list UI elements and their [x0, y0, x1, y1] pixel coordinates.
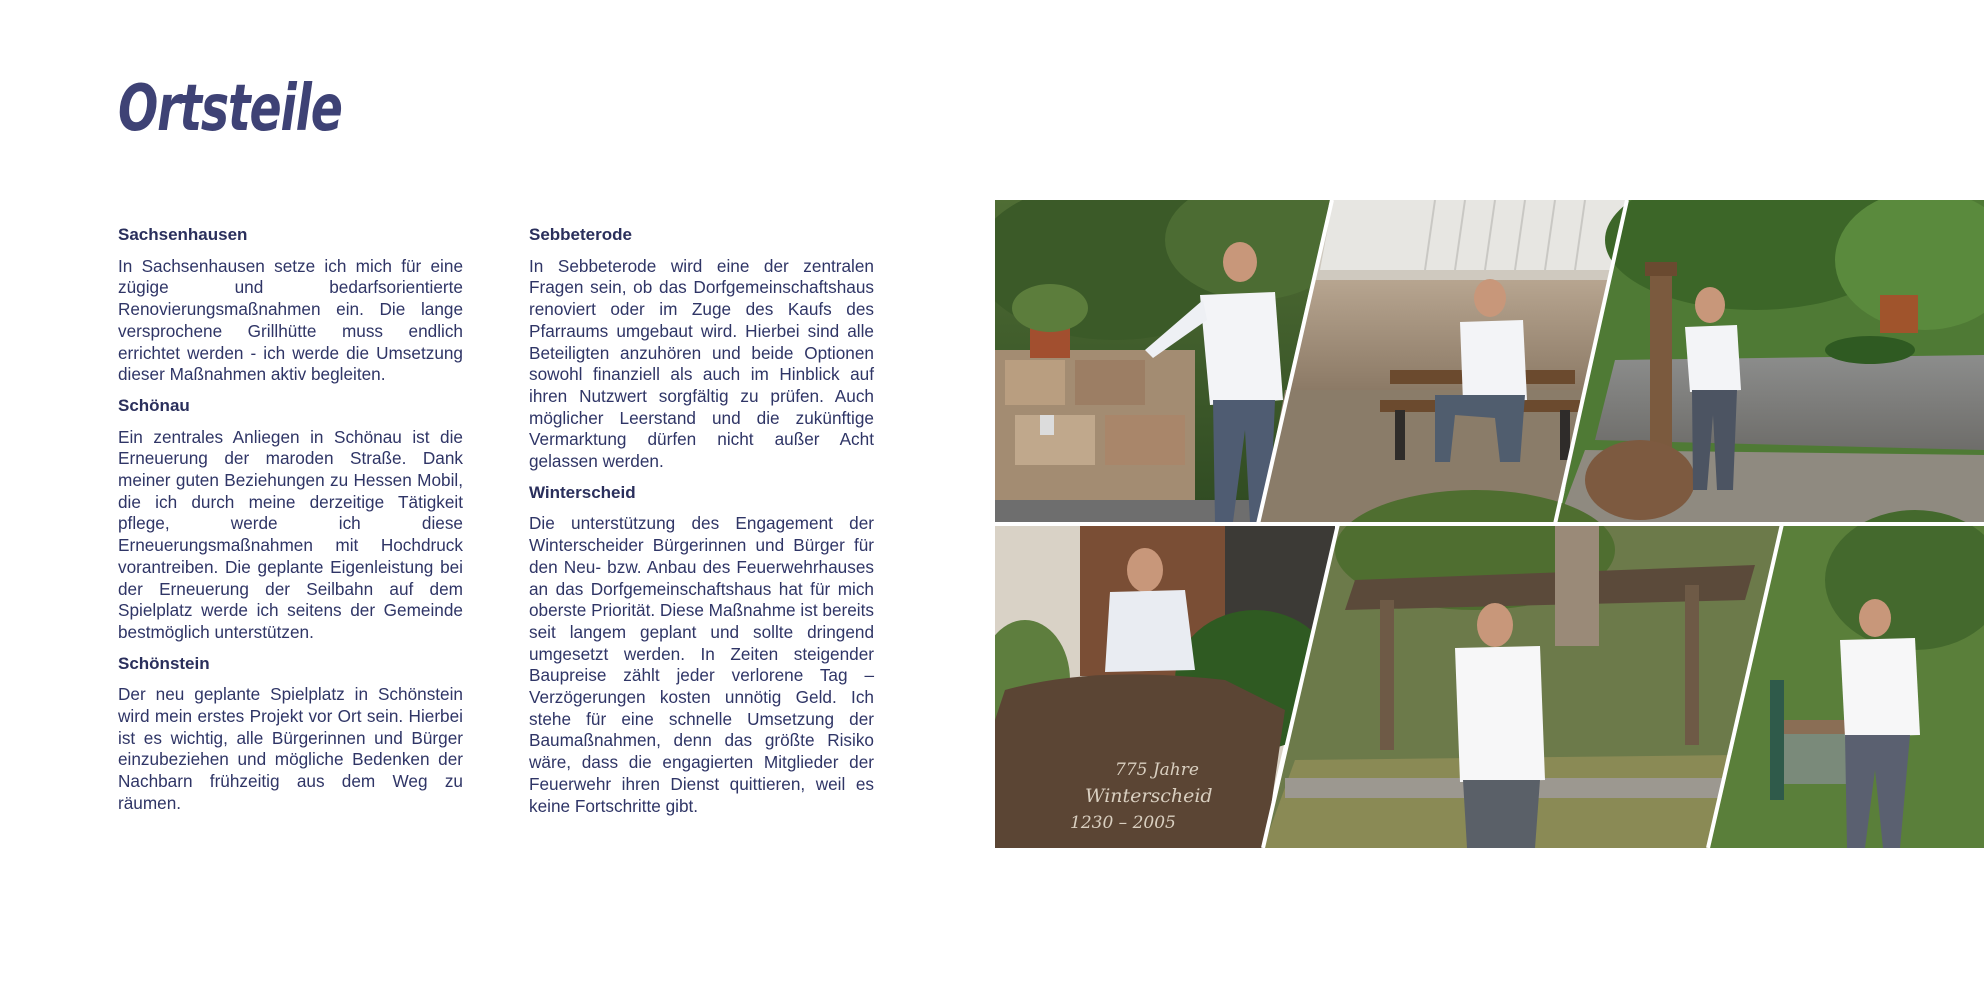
stone-inscription-line2: Winterscheid [1085, 785, 1213, 807]
text-schoenau: Ein zentrales Anliegen in Schönau ist die Erneuerung der maroden Straße. Dank meiner guten Beziehungen zu Hessen Mobil, die ich durch meine derzeitige Tätigkeit pflege, werde ich diese Erneuerungsmaßnahmen mit Hochdruck vorantreiben. Die geplante Eigenleistung bei der Erneuerung der Seilbahn auf dem Spielplatz werde ich seitens der Gemeinde bestmöglich unterstützen. [118, 426, 463, 642]
text-winterscheid: Die unterstützung des Engagement der Winterscheider Bürgerinnen und Bürger für den Neu- bzw. Anbau des Feuerwehrhauses an das Dorfgemeinschaftshaus hat für mich oberste Priorität. Diese Maßnahme ist bereits seit langem geplant und sollte dringend umgesetzt werden. In Zeiten steigender Baupreise zählt jeder verlorene Tag – Verzögerungen kosten unnötig Geld. Ich stehe für eine schnelle Umsetzung der Baumaßnahmen, denn das größte Risiko wäre, dass die engagierten Mitglieder der Feuerwehr ihren Dienst quittieren, weil es keine Fortschritte gibt. [529, 513, 874, 816]
page-title: Ortsteile [118, 72, 342, 146]
stone-inscription-line1: 775 Jahre [1115, 760, 1199, 780]
text-schoenstein: Der neu geplante Spielplatz in Schönstein wird mein erstes Projekt vor Ort sein. Hierbei ist es wichtig, alle Bürgerinnen und Bürger einzubeziehen und mögliche Bedenken der Nachbarn frühzeitig aus dem Weg zu räumen. [118, 684, 463, 813]
heading-sebbeterode: Sebbeterode [529, 225, 632, 244]
photo-collage-svg [995, 200, 1984, 848]
text-column-middle [529, 224, 874, 826]
heading-sachsenhausen: Sachsenhausen [118, 225, 248, 244]
text-column-left [118, 224, 463, 824]
photo-collage [995, 200, 1984, 848]
text-sebbeterode: In Sebbeterode wird eine der zentralen Fragen sein, ob das Dorfgemeinschaftshaus renoviert oder im Zuge des Kaufs des Pfarraums umgebaut wird. Hierbei sind alle Beteiligten anzuhören und beide Optionen sowohl finanziell als auch im Hinblick auf ihren Nutzwert sorgfältig zu prüfen. Auch möglicher Leerstand und die zukünftige Vermarktung dürfen nicht außer Acht gelassen werden. [529, 255, 874, 472]
heading-winterscheid: Winterscheid [529, 482, 636, 502]
stone-inscription-line3: 1230 – 2005 [1070, 813, 1176, 833]
photo-road [1558, 200, 1984, 522]
heading-schoenau: Schönau [118, 395, 190, 415]
text-sachsenhausen: In Sachsenhausen setze ich mich für eine zügige und bedarfsorientierte Renovierungsmaßnahmen ein. Die lange versprochene Grillhütte muss endlich errichtet werden - ich werde die Umsetzung dieser Maßnahmen aktiv begleiten. [118, 255, 463, 385]
photo-pavilion [1263, 490, 1780, 848]
heading-schoenstein: Schönstein [118, 653, 210, 673]
